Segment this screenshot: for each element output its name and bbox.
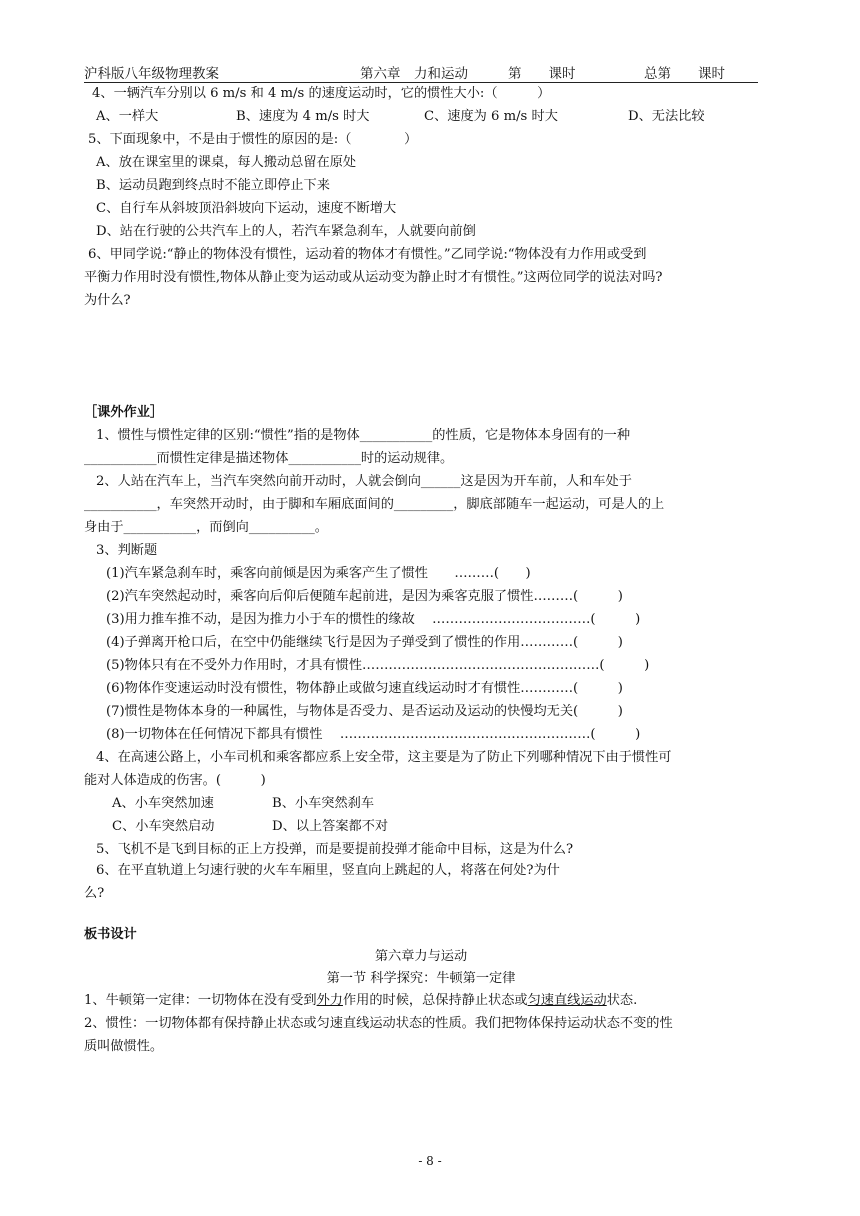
lesson-label: 第 课时 [508,66,576,82]
hw-q1-line-2: ___________而惯性定律是描述物体___________时的运动规律。 [84,451,454,466]
hw-q4-option-b: B、小车突然刹车 [272,796,375,811]
hw-q4-line-1: 4、在高速公路上，小车司机和乘客都应系上安全带，这主要是为了防止下列哪种情况下由于惯性可 [96,750,672,765]
question-4: 4、一辆汽车分别以 6 m/s 和 4 m/s 的速度运动时，它的惯性大小:（ ） [92,86,551,101]
hw-q4-option-d: D、以上答案都不对 [272,819,389,834]
board-title: 板书设计 [84,927,137,942]
hw-q4-line-2: 能对人体造成的伤害。( ) [84,773,266,788]
q4-option-a: A、一样大 [96,109,159,124]
q4-option-b: B、速度为 4 m/s 时大 [236,109,370,124]
q4-option-c: C、速度为 6 m/s 时大 [424,109,558,124]
chapter-title: 第六章 力和运动 [360,66,468,82]
hw-q6-line-2: 么? [84,886,105,901]
q5-option-a: A、放在课室里的课桌，每人搬动总留在原处 [96,155,357,170]
hw-q4-option-c: C、小车突然启动 [112,819,215,834]
question-6-line-3: 为什么? [84,293,131,308]
judgement-2: (2)汽车突然起动时，乘客向后仰后便随车起前进，是因为乘客克服了惯性………( ) [106,589,623,604]
judgement-1: (1)汽车紧急刹车时，乘客向前倾是因为乘客产生了惯性 ………( ) [106,566,531,581]
book-title: 沪科版八年级物理教案 [84,66,219,82]
q4-option-d: D、无法比较 [628,109,705,124]
judgement-8: (8)一切物体在任何情况下都具有惯性 …………………………………………………( ) [106,727,641,742]
judgement-5: (5)物体只有在不受外力作用时，才具有惯性………………………………………………( ) [106,658,650,673]
board-item-1-prefix: 1、牛顿第一定律：一切物体在没有受到 [84,993,317,1008]
board-item-1-middle: 作用的时候，总保持静止状态或 [342,993,528,1008]
question-5: 5、下面现象中，不是由于惯性的原因的是:（ ） [88,132,418,147]
judgement-6: (6)物体作变速运动时没有惯性，物体静止或做匀速直线运动时才有惯性…………( ) [106,681,623,696]
page-number: - 8 - [418,1154,442,1168]
hw-q2-line-3: 身由于___________，而倒向__________。 [84,520,328,535]
q5-option-b: B、运动员跑到终点时不能立即停止下来 [96,178,330,193]
hw-q2-line-1: 2、人站在汽车上，当汽车突然向前开动时，人就会倒向______这是因为开车前，人和车处于 [96,474,632,489]
board-chapter: 第六章力与运动 [374,949,468,964]
hw-q1-line-1: 1、惯性与惯性定律的区别:“惯性”指的是物体___________的性质，它是物体本身固有的一种 [96,428,631,443]
hw-q6-line-1: 6、在平直轨道上匀速行驶的火车车厢里，竖直向上跳起的人，将落在何处?为什 [96,863,560,878]
q5-option-c: C、自行车从斜坡顶沿斜坡向下运动，速度不断增大 [96,201,397,216]
judgement-4: (4)子弹离开枪口后，在空中仍能继续飞行是因为子弹受到了惯性的作用…………( ) [106,635,623,650]
board-item-1-term-external-force: 外力 [316,993,343,1008]
board-item-2-line-2: 质叫做惯性。 [84,1039,164,1054]
question-6-line-1: 6、甲同学说:“静止的物体没有惯性，运动着的物体才有惯性。”乙同学说:“物体没有力作用或受到 [88,247,647,262]
question-6-line-2: 平衡力作用时没有惯性,物体从静止变为运动或从运动变为静止时才有惯性。”这两位同学的说法对吗? [84,270,663,285]
judgement-3: (3)用力推车推不动，是因为推力小于车的惯性的缘故 ………………………………( ) [106,612,641,627]
board-item-1-term-uniform-motion: 匀速直线运动 [527,993,607,1008]
board-item-1-suffix: 状态. [606,993,638,1008]
hw-q2-line-2: ___________，车突然开动时，由于脚和车厢底面间的_________，脚底部随车一起运动，可是人的上 [84,497,665,512]
hw-q3-title: 3、判断题 [96,543,158,558]
board-section: 第一节 科学探究：牛顿第一定律 [326,971,516,986]
hw-q5: 5、飞机不是飞到目标的正上方投弹，而是要提前投弹才能命中目标，这是为什么? [96,842,574,857]
homework-title: ［课外作业］ [84,405,164,420]
q5-option-d: D、站在行驶的公共汽车上的人，若汽车紧急刹车，人就要向前倒 [96,224,476,239]
board-item-2-line-1: 2、惯性：一切物体都有保持静止状态或匀速直线运动状态的性质。我们把物体保持运动状态不变的性 [84,1016,673,1031]
board-item-1 [84,990,637,1012]
judgement-7: (7)惯性是物体本身的一种属性，与物体是否受力、是否运动及运动的快慢均无关( ) [106,704,623,719]
page-header [84,62,758,83]
hw-q4-option-a: A、小车突然加速 [112,796,214,811]
total-lesson-label: 总第 课时 [644,66,725,82]
